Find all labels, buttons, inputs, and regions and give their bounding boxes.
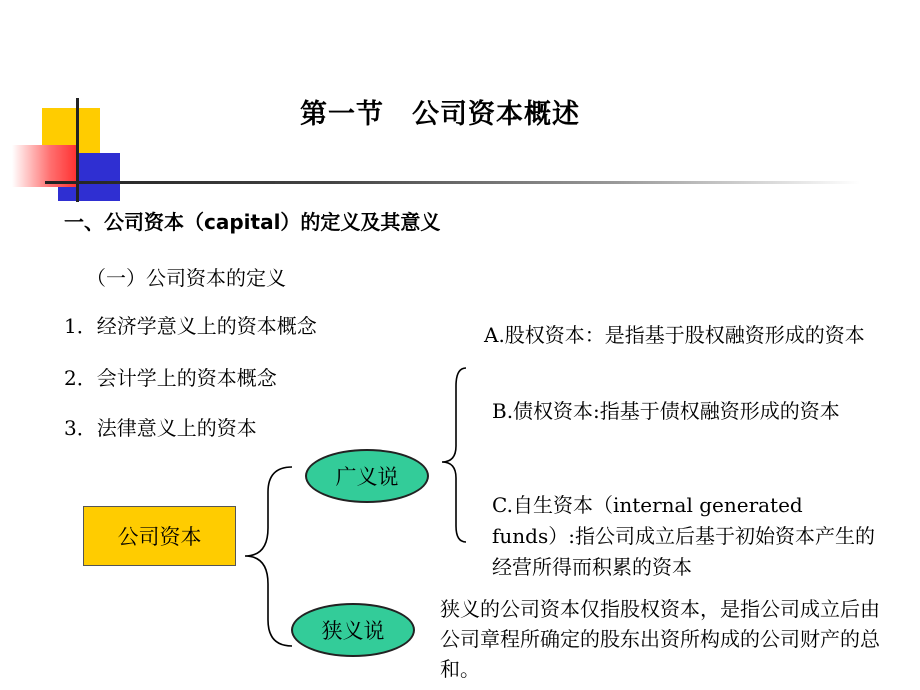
subsection-heading: （一）公司资本的定义 — [86, 266, 286, 290]
narrow-definition-text: 狭义的公司资本仅指股权资本，是指公司成立后由公司章程所确定的股东出资所构成的公司财产的总和。 — [440, 597, 880, 681]
page-title: 第一节 公司资本概述 — [300, 99, 580, 130]
narrow-definition-oval: 狭义说 — [291, 603, 415, 657]
root-brace — [245, 467, 292, 646]
broad-option-equity: A.股权资本：是指基于股权融资形成的资本 — [484, 323, 865, 347]
list-item: 3．法律意义上的资本 — [64, 416, 257, 440]
section-heading: 一、公司资本（capital）的定义及其意义 — [64, 210, 441, 234]
broad-option-debt: B.债权资本:指基于债权融资形成的资本 — [492, 399, 840, 423]
broad-option-internal: C.自生资本（internal generated funds）:指公司成立后基于初始资本产生的经营所得而积累的资本 — [492, 493, 875, 579]
broad-definition-oval: 广义说 — [305, 449, 429, 503]
list-item: 1．经济学意义上的资本概念 — [64, 314, 317, 338]
broad-brace — [442, 368, 466, 542]
list-item: 2．会计学上的资本概念 — [64, 366, 277, 390]
company-capital-box: 公司资本 — [83, 506, 236, 566]
